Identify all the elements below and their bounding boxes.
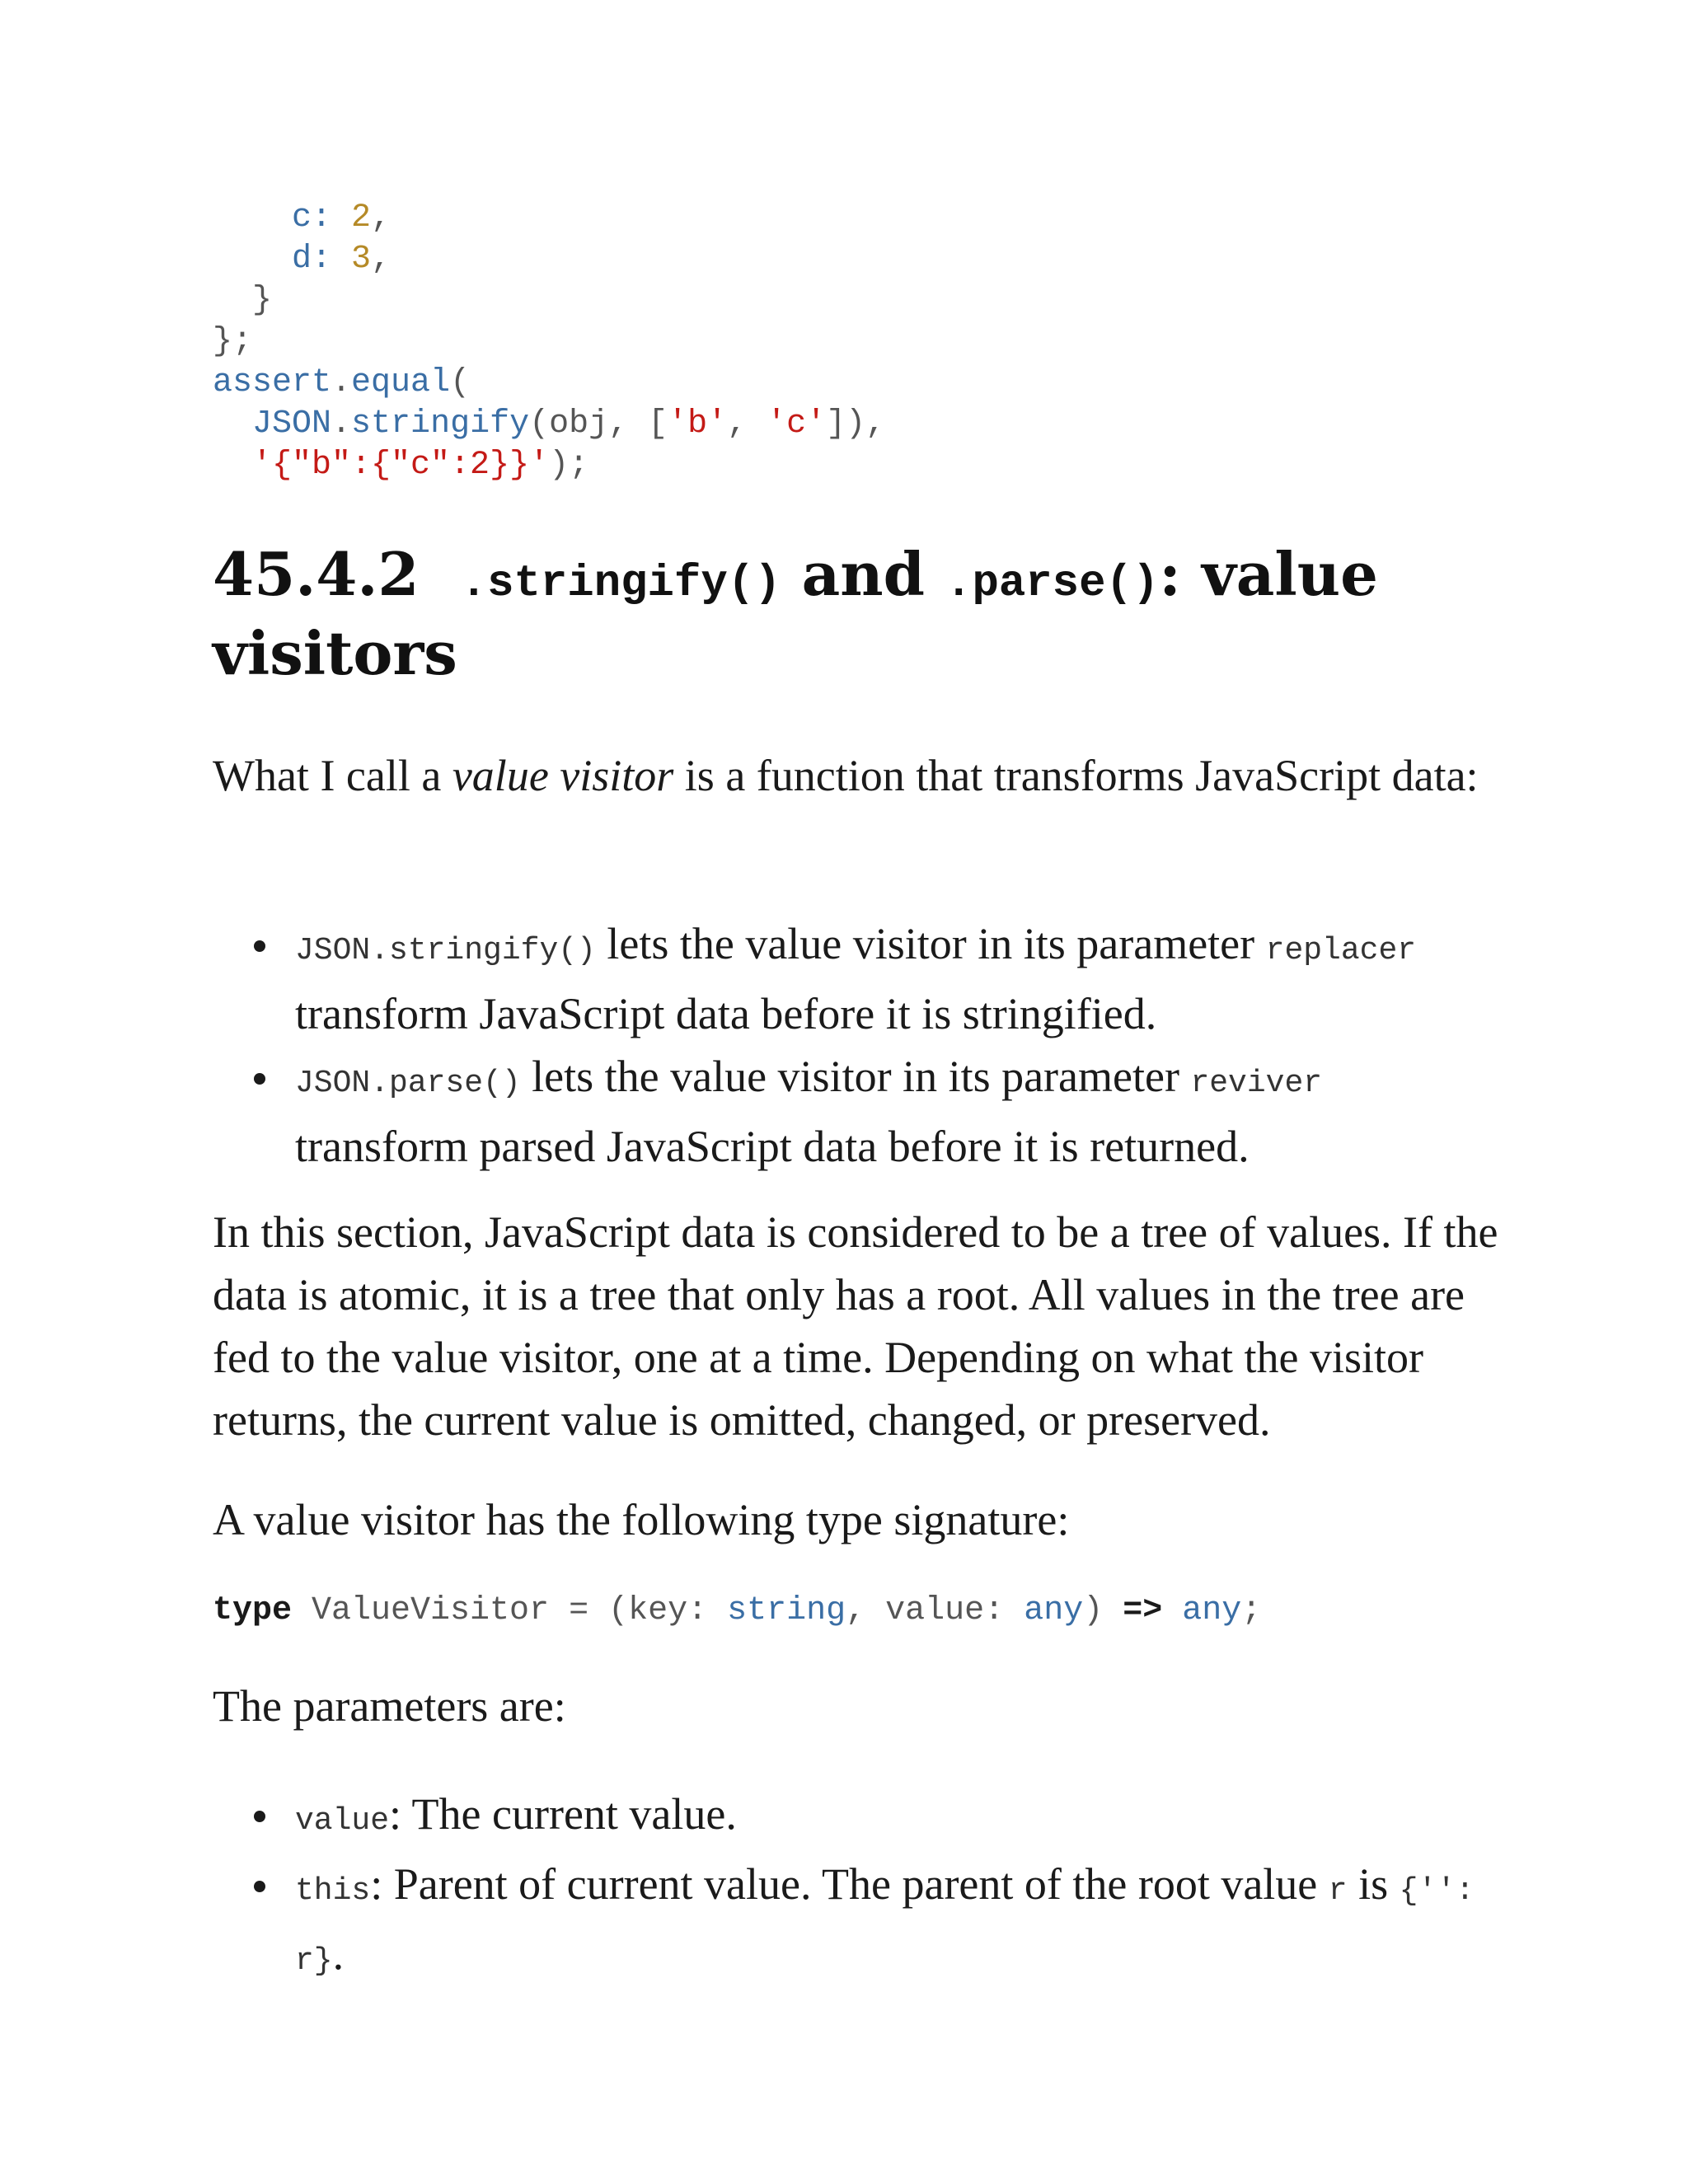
list-item: JSON.stringify() lets the value visitor in its parameter replacer transform JavaScript data before it is stringified.: [213, 912, 1498, 1045]
code-block-top: [213, 198, 885, 486]
inline-code: reviver: [1190, 1066, 1323, 1101]
inline-code: JSON.stringify(): [295, 933, 596, 968]
code-line: JSON.stringify(obj, ['b', 'c']),: [252, 405, 886, 443]
inline-code: this: [295, 1873, 371, 1909]
code-line: c: 2,: [292, 199, 392, 237]
inline-code: {'': r}: [295, 1873, 1475, 1979]
list-item: this: Parent of current value. The parent of the root value r is {'': r}.: [213, 1853, 1498, 1993]
heading-number: 45.4.2: [213, 539, 420, 609]
heading-and: and: [801, 539, 925, 609]
code-line: };: [213, 323, 253, 360]
inline-code: value: [295, 1803, 390, 1839]
list-item: value: The current value.: [213, 1783, 1498, 1853]
intro-paragraph: What I call a value visitor is a function that transforms JavaScript data:: [213, 751, 1479, 800]
params-intro: The parameters are:: [213, 1681, 566, 1731]
code-line: assert.equal(: [213, 364, 471, 401]
params-list: [213, 1783, 1498, 1993]
heading-code-parse: .parse(): [945, 559, 1160, 609]
list-item: JSON.parse() lets the value visitor in its parameter reviver transform parsed JavaScript data before it is returned.: [213, 1045, 1498, 1178]
code-line: d: 3,: [292, 241, 392, 278]
code-block-signature: type ValueVisitor = (key: string, value: any) => any;: [213, 1592, 1262, 1629]
inline-code: JSON.parse(): [295, 1066, 521, 1101]
visitor-list: [213, 912, 1498, 1178]
signature-intro: A value visitor has the following type signature:: [213, 1495, 1070, 1544]
code-line: }: [252, 282, 273, 319]
heading-code-stringify: .stringify(): [460, 559, 781, 609]
inline-code: replacer: [1265, 933, 1417, 968]
section-heading: [213, 540, 1498, 688]
code-line: '{"b":{"c":2}}');: [252, 447, 589, 484]
emphasis: value visitor: [452, 751, 674, 800]
inline-code: r: [1328, 1873, 1348, 1909]
heading-rest: : value visitors: [213, 539, 1378, 688]
tree-paragraph: In this section, JavaScript data is considered to be a tree of values. If the data is atomic, it is a tree that only has a root. All values in the tree are fed to the value visitor, one at a time. Depending on what the visitor returns, the current value is omitted, changed, or preserved.: [213, 1207, 1498, 1445]
